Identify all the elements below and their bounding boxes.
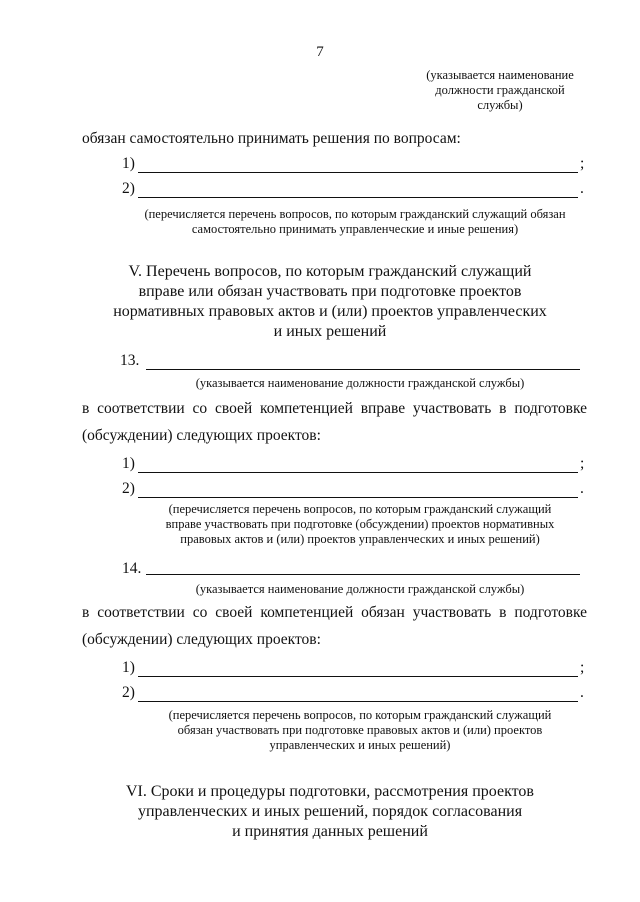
p14-item1-end: ;	[580, 659, 585, 676]
p14-number: 14.	[122, 560, 142, 577]
p14-note-line: управленческих и иных решений)	[269, 738, 451, 752]
p13-item1-blank	[138, 472, 578, 473]
sec4-intro: обязан самостоятельно принимать решения по вопросам:	[82, 130, 461, 147]
sec5-heading-line: нормативных правовых актов и (или) проектов управленческих	[113, 303, 547, 320]
p14-note-line: (перечисляется перечень вопросов, по которым гражданский служащий	[168, 708, 552, 722]
p14-position-note: (указывается наименование должности гражданской службы)	[195, 582, 525, 596]
sec5-heading-line: V. Перечень вопросов, по которым гражданский служащий	[128, 263, 532, 280]
p14-item2-blank	[138, 701, 578, 702]
p13-item1-end: ;	[580, 455, 585, 472]
sec6-heading-line: VI. Сроки и процедуры подготовки, рассмотрения проектов	[126, 783, 534, 800]
header-note-line: (указывается наименование	[426, 68, 574, 82]
p13-note	[130, 502, 590, 547]
p14-item2-number: 2)	[122, 684, 135, 701]
p13-note-line: правовых актов и (или) проектов управленческих и иных решений)	[180, 532, 540, 546]
sec4-note-line: (перечисляется перечень вопросов, по которым гражданский служащий обязан	[144, 207, 566, 221]
sec5-heading	[60, 262, 600, 342]
p13-note-line: (перечисляется перечень вопросов, по которым гражданский служащий	[168, 502, 552, 516]
p14-item2-end: .	[580, 684, 584, 701]
sec4-item1-end: ;	[580, 155, 585, 172]
sec4-note	[120, 207, 590, 237]
sec6-heading-line: и принятия данных решений	[232, 823, 428, 840]
p13-item2-blank	[138, 497, 578, 498]
sec6-heading-line: управленческих и иных решений, порядок согласования	[137, 803, 523, 820]
p14-text-line: (обсуждении) следующих проектов:	[82, 631, 321, 648]
sec5-heading-line: вправе или обязан участвовать при подготовке проектов	[138, 283, 522, 300]
p13-item2-number: 2)	[122, 480, 135, 497]
p14-position-blank	[146, 574, 580, 575]
p14-item1-number: 1)	[122, 659, 135, 676]
sec4-item1-blank	[138, 172, 578, 173]
p14-note-line: обязан участвовать при подготовке правовых актов и (или) проектов	[177, 723, 543, 737]
header-note-line: службы)	[477, 98, 523, 112]
sec4-item2-blank	[138, 197, 578, 198]
sec4-item2-number: 2)	[122, 180, 135, 197]
sec4-item1-number: 1)	[122, 155, 135, 172]
p13-position-note: (указывается наименование должности гражданской службы)	[195, 376, 525, 390]
p14-item1-blank	[138, 676, 578, 677]
p13-item1-number: 1)	[122, 455, 135, 472]
p13-item2-end: .	[580, 480, 584, 497]
p13-number: 13.	[120, 352, 140, 369]
sec4-note-line: самостоятельно принимать управленческие и иные решения)	[191, 222, 519, 236]
header-note	[410, 68, 590, 113]
sec4-item2-end: .	[580, 180, 584, 197]
page-number: 7	[316, 44, 324, 60]
header-note-line: должности гражданской	[435, 83, 565, 97]
p13-text-line: (обсуждении) следующих проектов:	[82, 427, 321, 444]
p14-text-line: в соответствии со своей компетенцией обязан участвовать в подготовке	[82, 604, 587, 621]
p13-text-line: в соответствии со своей компетенцией вправе участвовать в подготовке	[82, 400, 587, 417]
p13-note-line: вправе участвовать при подготовке (обсуждении) проектов нормативных	[165, 517, 555, 531]
sec6-heading	[60, 782, 600, 842]
p14-note	[130, 708, 590, 753]
sec5-heading-line: и иных решений	[273, 323, 387, 340]
p13-position-blank	[146, 369, 580, 370]
